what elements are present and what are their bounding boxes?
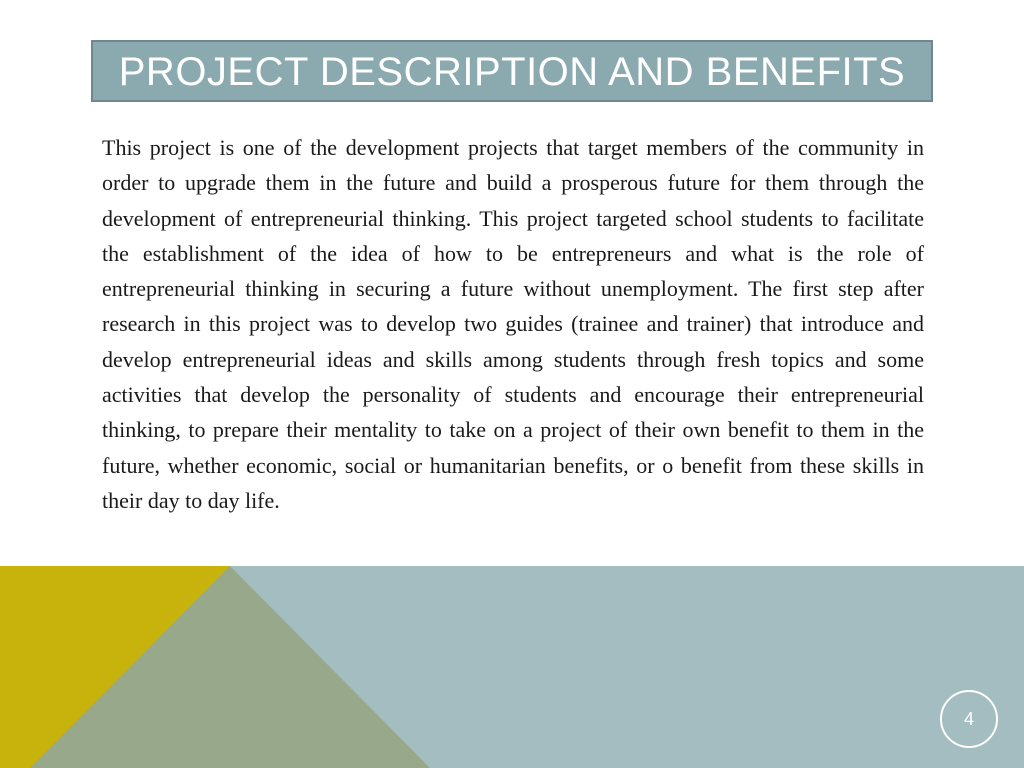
body-paragraph: This project is one of the development projects that target members of the community in order to upgrade them in the future and build a prosperous future for them through the development of entrepreneurial thinking. This project targeted school students to facilitate the establishment of the idea of how to be entrepreneurs and what is the role of entrepreneurial thinking in securing a future without unemployment. The first step after research in this project was to develop two guides (trainee and trainer) that introduce and develop entrepreneurial ideas and skills among students through fresh topics and some activities that develop the personality of students and encourage their entrepreneurial thinking, to prepare their mentality to take on a project of their own benefit to them in the future, whether economic, social or humanitarian benefits, or o benefit from these skills in their day to day life. <box>102 135 924 513</box>
slide-title: PROJECT DESCRIPTION AND BENEFITS <box>118 49 906 94</box>
footer-decoration <box>0 566 1024 768</box>
page-number-badge: 4 <box>940 690 998 748</box>
title-banner <box>91 40 933 102</box>
